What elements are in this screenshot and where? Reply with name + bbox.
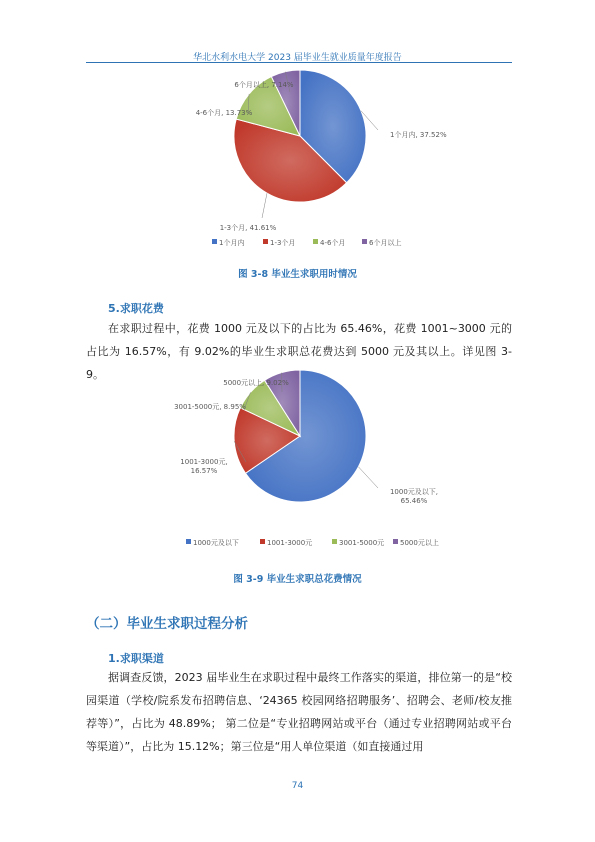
data-label: 5000元以上, 9.02%: [223, 379, 289, 387]
page-number: 74: [291, 781, 304, 791]
data-label: 1000元及以下,: [389, 488, 439, 496]
legend-swatch: [212, 239, 217, 244]
legend-label: 6个月以上: [369, 239, 402, 247]
figure-3-9-caption: 图 3-9 毕业生求职总花费情况: [233, 574, 362, 585]
data-label: 16.57%: [190, 467, 218, 475]
legend-swatch: [186, 539, 191, 544]
legend-label: 4-6个月: [320, 239, 346, 247]
section-1-paragraph: 据调查反馈，2023 届毕业生在求职过程中最终工作落实的渠道，排位第一的是“校园渠道（学校/院系发布招聘信息、‘24365 校园网络招聘服务’、招聘会、老师/校友推荐等）”，占比为 48.89%； 第二位是“专业招聘网站或平台（通过专业招聘网站或平台等渠道）”，占比为 15.12%；第三位是“用人单位渠道（如直接通过用: [86, 671, 512, 753]
legend-label: 1001-3000元: [267, 539, 313, 547]
running-header: 华北水利水电大学 2023 届毕业生就业质量年度报告: [193, 53, 402, 63]
legend-label: 1个月内: [219, 239, 245, 247]
legend-label: 3001-5000元: [339, 539, 385, 547]
legend-swatch: [362, 239, 367, 244]
data-label: 65.46%: [400, 497, 428, 505]
pie-chart-job-search-cost: [150, 368, 450, 556]
legend-swatch: [332, 539, 337, 544]
legend-swatch: [263, 239, 268, 244]
legend-label: 1-3个月: [270, 239, 296, 247]
data-label: 4-6个月, 13.73%: [195, 109, 253, 117]
legend-label: 5000元以上: [400, 539, 439, 547]
pie-chart-job-search-duration: [150, 68, 450, 256]
leader-line: [262, 193, 267, 218]
section-5-heading: 5.求职花费: [108, 302, 164, 315]
data-label: 3001-5000元, 8.95%: [174, 403, 246, 411]
legend-swatch: [260, 539, 265, 544]
data-label: 6个月以上, 7.14%: [234, 81, 294, 89]
section-2-heading: （二）毕业生求职过程分析: [86, 616, 248, 632]
header-rule: [86, 62, 512, 63]
section-1-heading: 1.求职渠道: [108, 652, 164, 665]
data-label: 1-3个月, 41.61%: [219, 224, 277, 232]
data-label: 1001-3000元,: [180, 458, 228, 466]
section-5-paragraph: 在求职过程中，花费 1000 元及以下的占比为 65.46%，花费 1001~3000 元的占比为 16.57%，有 9.02%的毕业生求职总花费达到 5000 元及其以上。详见图 3-9。: [86, 322, 512, 381]
data-label: 1个月内, 37.52%: [390, 131, 447, 139]
legend-swatch: [313, 239, 318, 244]
figure-3-8-caption: 图 3-8 毕业生求职用时情况: [238, 269, 357, 280]
legend-label: 1000元及以下: [193, 539, 239, 547]
leader-line: [358, 467, 378, 488]
legend-swatch: [393, 539, 398, 544]
